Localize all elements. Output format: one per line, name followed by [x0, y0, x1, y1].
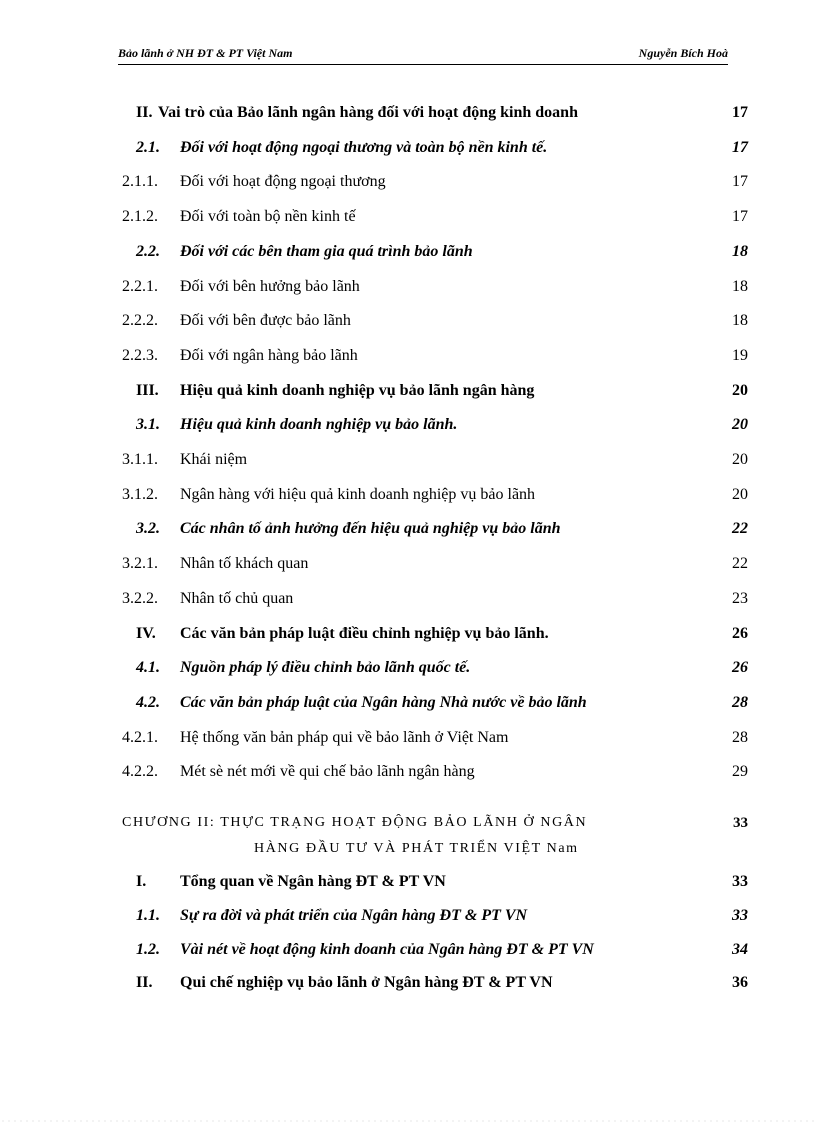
toc-entry-page: 33: [732, 873, 748, 890]
toc-entry-title: Đối với các bên tham gia quá trình bảo lãnh: [180, 242, 473, 260]
toc-entry-number: 2.1.2.: [122, 208, 158, 226]
toc-entry-page: 26: [732, 624, 748, 642]
toc-entry-number: 2.2.2.: [122, 312, 158, 330]
toc-entry-page: 17: [732, 104, 748, 121]
toc-entry-number: 2.2.3.: [122, 346, 158, 364]
toc-entry: [0, 312, 816, 338]
toc-entry-page: 36: [732, 974, 748, 992]
toc-entry-title: Nguồn pháp lý điều chỉnh bảo lãnh quốc tế.: [180, 659, 471, 677]
toc-entry: [0, 694, 816, 720]
toc-entry-title: Vai trò của Bảo lãnh ngân hàng đối với hoạt động kinh doanh: [158, 104, 578, 121]
toc-entry: [0, 104, 816, 130]
toc-entry: [0, 941, 816, 967]
toc-entry-page: 23: [732, 589, 748, 607]
toc-entry: [0, 590, 816, 616]
toc-entry: [0, 974, 816, 1000]
toc-entry-page: 20: [732, 416, 748, 434]
toc-entry-page: 17: [732, 173, 748, 191]
toc-entry-title: Các văn bản pháp luật của Ngân hàng Nhà nước về bảo lãnh: [180, 693, 587, 711]
toc-entry-number: 4.1.: [136, 659, 160, 677]
toc-entry-page: 18: [732, 242, 748, 260]
toc-entry-title: Sự ra đời và phát triển của Ngân hàng ĐT & PT VN: [180, 906, 528, 924]
toc-entry-page: 29: [732, 763, 748, 781]
toc-entry-number: 2.2.: [136, 242, 160, 260]
chapter-title-line-2: HÀNG ĐẦU TƯ VÀ PHÁT TRIỂN VIỆT Nam: [254, 841, 579, 856]
chapter-page-number: 33: [733, 815, 748, 831]
toc-entry: [0, 520, 816, 546]
toc-entry-title: Hiệu quả kinh doanh nghiệp vụ bảo lãnh.: [180, 416, 458, 434]
toc-entry: [0, 347, 816, 373]
toc-entry-number: 3.1.: [136, 416, 160, 434]
toc-entry-number: 3.1.2.: [122, 485, 158, 503]
toc-entry: [0, 659, 816, 685]
toc-entry-page: 28: [732, 693, 748, 711]
toc-entry-title: Đối với hoạt động ngoại thương và toàn bộ nền kinh tế.: [180, 138, 548, 156]
toc-entry-page: 17: [732, 208, 748, 226]
toc-entry: [0, 382, 816, 408]
toc-entry-title: Đối với hoạt động ngoại thương: [180, 173, 386, 191]
toc-entry: [0, 486, 816, 512]
toc-entry-number: II.: [136, 104, 153, 121]
toc-entry-number: 2.1.1.: [122, 173, 158, 191]
toc-entry-page: 26: [732, 659, 748, 677]
header-doc-title: Bảo lãnh ở NH ĐT & PT Việt Nam: [118, 46, 293, 60]
toc-entry-page: 20: [732, 451, 748, 468]
toc-entry: [0, 555, 816, 581]
toc-entry-page: 19: [732, 346, 748, 364]
toc-entry-number: I.: [136, 873, 147, 890]
toc-entry-number: 3.1.1.: [122, 451, 158, 468]
toc-entry-title: Các văn bản pháp luật điều chỉnh nghiệp vụ bảo lãnh.: [180, 624, 549, 642]
toc-entry-number: 3.2.2.: [122, 589, 158, 607]
toc-entry-number: 4.2.1.: [122, 728, 158, 746]
toc-entry-title: Mét sè nét mới về qui chế bảo lãnh ngân hàng: [180, 763, 475, 781]
toc-entry: [0, 243, 816, 269]
toc-entry-page: 33: [732, 906, 748, 924]
toc-entry-page: 34: [732, 940, 748, 958]
toc-entry: [0, 139, 816, 165]
toc-entry-number: 2.2.1.: [122, 277, 158, 295]
toc-entry-page: 20: [732, 381, 748, 399]
toc-entry: [0, 278, 816, 304]
toc-entry-title: Nhân tố chủ quan: [180, 589, 294, 607]
toc-entry-page: 20: [732, 485, 748, 503]
toc-entry-page: 18: [732, 277, 748, 295]
toc-entry-page: 18: [732, 312, 748, 330]
header-author: Nguyễn Bích Hoà: [638, 46, 728, 60]
toc-entry-number: 4.2.2.: [122, 763, 158, 781]
toc-entry: [0, 451, 816, 477]
toc-entry-title: Đối với bên được bảo lãnh: [180, 312, 351, 330]
toc-entry-page: 17: [732, 138, 748, 156]
toc-entry-title: Đối với toàn bộ nền kinh tế: [180, 208, 356, 226]
toc-entry: [0, 873, 816, 899]
toc-entry-number: 1.1.: [136, 906, 160, 924]
toc-entry-title: Tổng quan về Ngân hàng ĐT & PT VN: [180, 873, 446, 890]
toc-entry-number: 2.1.: [136, 138, 160, 156]
toc-entry: [0, 173, 816, 199]
toc-entry-number: III.: [136, 381, 159, 399]
toc-entry: [0, 625, 816, 651]
toc-entry-number: 3.2.1.: [122, 555, 158, 573]
toc-entry-number: 3.2.: [136, 520, 160, 538]
toc-entry-title: Khái niệm: [180, 451, 248, 468]
toc-entry-title: Các nhân tố ảnh hưởng đến hiệu quả nghiệp vụ bảo lãnh: [180, 520, 561, 538]
toc-entry: [0, 729, 816, 755]
toc-entry: [0, 416, 816, 442]
toc-entry-page: 22: [732, 555, 748, 573]
toc-entry-number: IV.: [136, 624, 156, 642]
chapter-title-line-1: CHƯƠNG II: THỰC TRẠNG HOẠT ĐỘNG BẢO LÃNH Ở NGÂN: [122, 815, 588, 830]
toc-entry-number: 4.2.: [136, 693, 160, 711]
toc-entry-page: 22: [732, 520, 748, 538]
toc-entry-title: Qui chế nghiệp vụ bảo lãnh ở Ngân hàng ĐT & PT VN: [180, 974, 553, 992]
toc-entry-title: Hiệu quả kinh doanh nghiệp vụ bảo lãnh ngân hàng: [180, 381, 535, 399]
toc-entry: [0, 208, 816, 234]
toc-entry-number: 1.2.: [136, 940, 160, 958]
toc-entry-title: Hệ thống văn bản pháp qui về bảo lãnh ở Việt Nam: [180, 728, 509, 746]
page-header: [118, 44, 728, 65]
toc-entry: [0, 763, 816, 789]
toc-entry-title: Ngân hàng với hiệu quả kinh doanh nghiệp vụ bảo lãnh: [180, 485, 536, 503]
footer-dotted-border: [0, 1119, 816, 1123]
toc-entry-title: Nhân tố khách quan: [180, 555, 309, 573]
toc-entry-page: 28: [732, 728, 748, 746]
toc-entry-title: Vài nét về hoạt động kinh doanh của Ngân hàng ĐT & PT VN: [180, 940, 594, 958]
toc-entry: [0, 907, 816, 933]
toc-entry-number: II.: [136, 974, 153, 992]
toc-entry-title: Đối với ngân hàng bảo lãnh: [180, 346, 358, 364]
toc-entry-title: Đối với bên hưởng bảo lãnh: [180, 277, 360, 295]
